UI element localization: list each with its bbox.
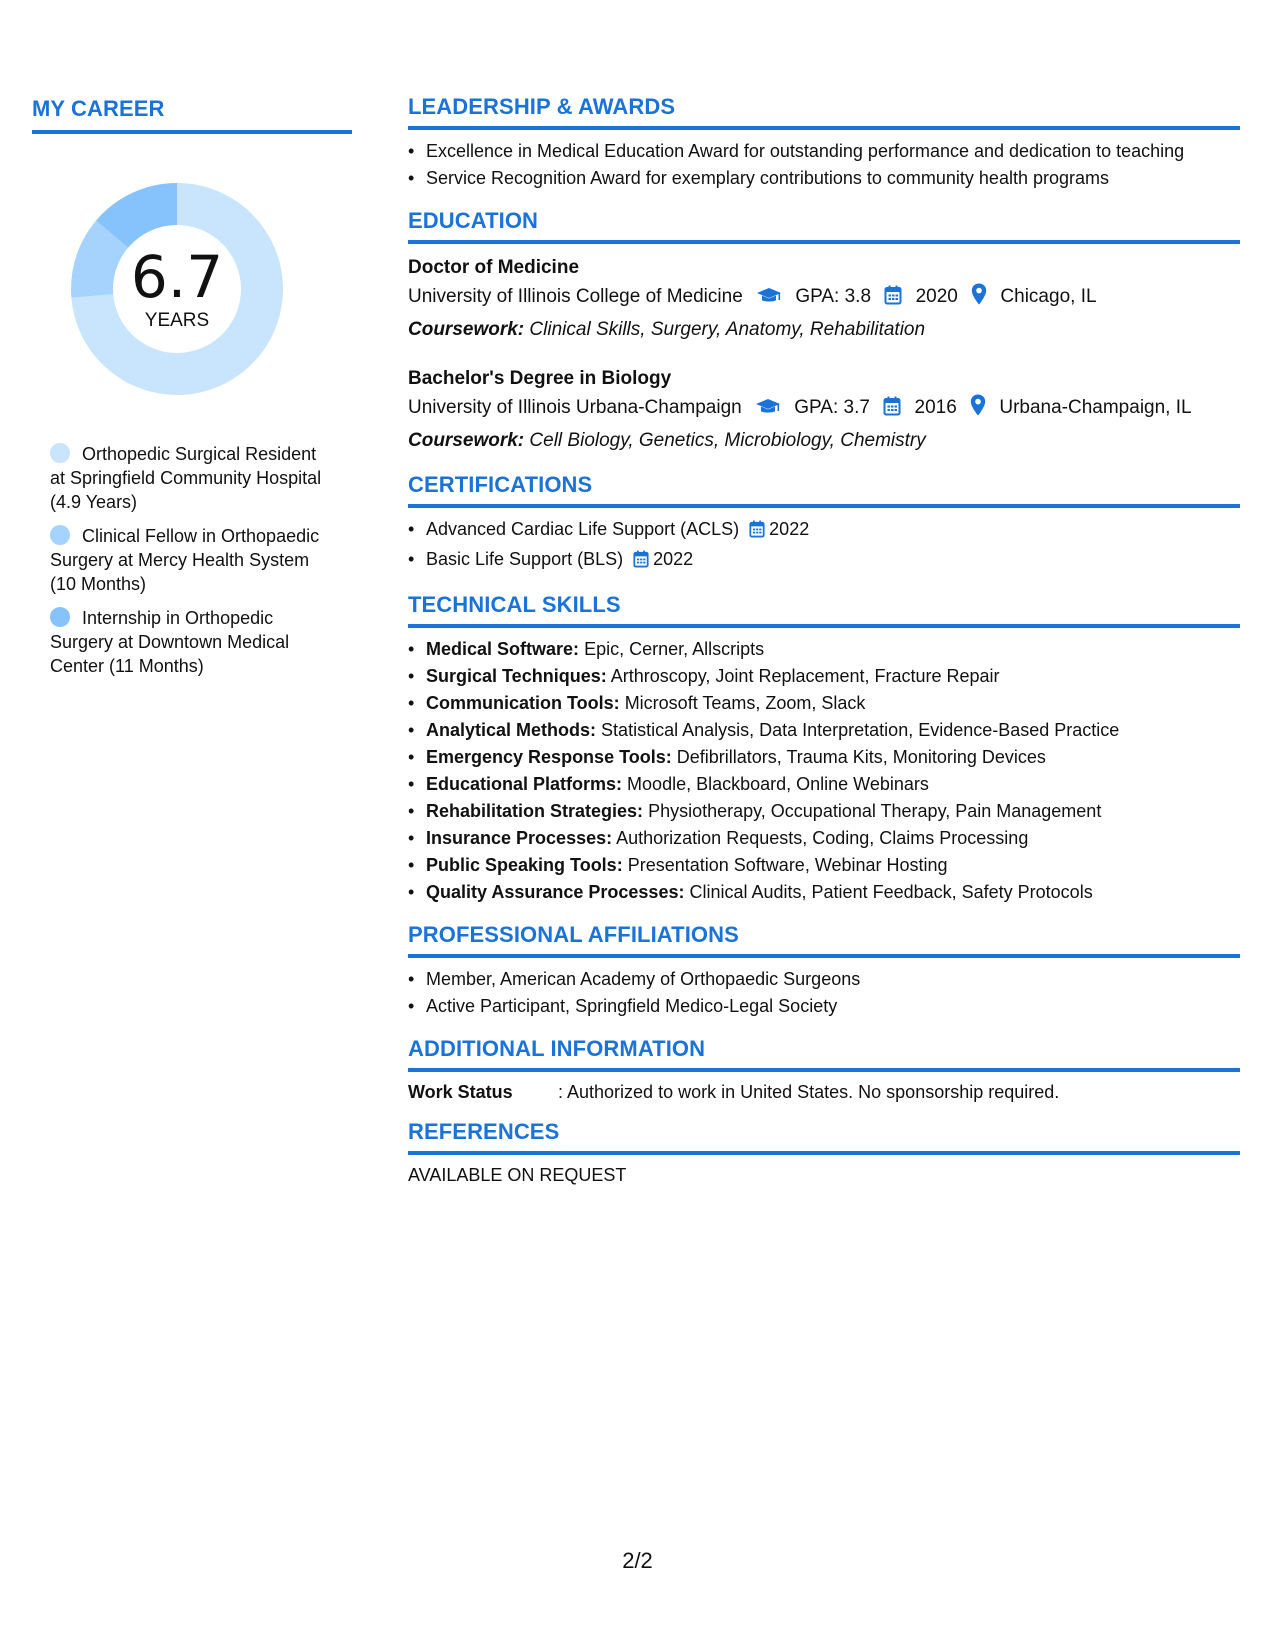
certification-year: 2022 (653, 549, 694, 569)
graduation-cap-icon (755, 396, 781, 426)
skill-values: Authorization Requests, Coding, Claims Processing (616, 828, 1029, 848)
skill-values: Microsoft Teams, Zoom, Slack (624, 693, 866, 713)
legend-dot (50, 525, 70, 545)
work-status-value: : Authorized to work in United States. No sponsorship required. (558, 1082, 1060, 1102)
education-entry (408, 365, 1240, 456)
work-status-label: Work Status (408, 1082, 513, 1102)
skill-item (426, 852, 1240, 879)
map-pin-icon (971, 283, 987, 315)
skill-category: Surgical Techniques: (426, 666, 607, 686)
legend-label: Clinical Fellow in Orthopaedic Surgery at Mercy Health System (10 Months) (50, 526, 320, 594)
skill-item (426, 690, 1240, 717)
skill-category: Communication Tools: (426, 693, 620, 713)
skill-category: Educational Platforms: (426, 774, 623, 794)
map-pin-icon (970, 394, 986, 426)
certification-year: 2022 (769, 519, 810, 539)
work-status-row (408, 1082, 1240, 1103)
degree-name: Doctor of Medicine (408, 257, 580, 278)
career-title: MY CAREER (32, 96, 352, 134)
graduation-year: 2020 (915, 286, 958, 307)
legend-dot (50, 443, 70, 463)
additional-section (408, 1036, 1240, 1103)
skills-section (408, 592, 1240, 906)
certification-item (426, 516, 1240, 546)
skill-values: Presentation Software, Webinar Hosting (627, 855, 948, 875)
list-item: • Member, American Academy of Orthopaedic Surgeons (426, 966, 1240, 993)
coursework (408, 315, 1240, 345)
coursework-label: Coursework: (408, 319, 525, 340)
certification-name: Basic Life Support (BLS) (426, 549, 624, 569)
school-name: University of Illinois Urbana-Champaign (408, 397, 742, 418)
certifications-list (408, 516, 1240, 576)
career-legend-item (50, 524, 330, 596)
leadership-list (408, 138, 1240, 192)
main-column (408, 94, 1240, 1202)
skill-category: Emergency Response Tools: (426, 747, 672, 767)
references-text: AVAILABLE ON REQUEST (408, 1165, 627, 1185)
coursework (408, 426, 1240, 456)
school-location: Urbana-Champaign, IL (999, 397, 1192, 418)
skills-title: TECHNICAL SKILLS (408, 592, 1240, 628)
calendar-icon (633, 549, 649, 576)
education-details (408, 282, 1240, 315)
leadership-title: LEADERSHIP & AWARDS (408, 94, 1240, 130)
school-location: Chicago, IL (1000, 286, 1097, 307)
references-title: REFERENCES (408, 1119, 1240, 1155)
skill-category: Rehabilitation Strategies: (426, 801, 644, 821)
legend-dot (50, 607, 70, 627)
certification-item (426, 546, 1240, 576)
coursework-list: Clinical Skills, Surgery, Anatomy, Rehabilitation (529, 319, 926, 340)
education-section (408, 208, 1240, 456)
skill-values: Epic, Cerner, Allscripts (584, 639, 765, 659)
legend-label: Internship in Orthopedic Surgery at Downtown Medical Center (11 Months) (50, 608, 290, 676)
certifications-title: CERTIFICATIONS (408, 472, 1240, 508)
leadership-section (408, 94, 1240, 192)
skill-item (426, 825, 1240, 852)
list-item: • Active Participant, Springfield Medico-Legal Society (426, 993, 1240, 1020)
skill-values: Statistical Analysis, Data Interpretation, Evidence-Based Practice (601, 720, 1120, 740)
career-legend-item (50, 606, 330, 678)
skill-values: Defibrillators, Trauma Kits, Monitoring Devices (676, 747, 1046, 767)
school-name: University of Illinois College of Medicine (408, 286, 743, 307)
skill-category: Insurance Processes: (426, 828, 613, 848)
degree-name: Bachelor's Degree in Biology (408, 368, 672, 389)
references-section (408, 1119, 1240, 1186)
affiliations-section (408, 922, 1240, 1020)
skill-category: Public Speaking Tools: (426, 855, 623, 875)
skill-values: Moodle, Blackboard, Online Webinars (627, 774, 929, 794)
list-item: • Service Recognition Award for exemplary contributions to community health programs (426, 165, 1240, 192)
career-legend-item (50, 442, 330, 514)
graduation-cap-icon (756, 285, 782, 315)
career-total-years: 6.7 (130, 243, 224, 311)
education-entry (408, 254, 1240, 345)
education-details (408, 393, 1240, 426)
skill-item (426, 879, 1240, 906)
affiliations-list (408, 966, 1240, 1020)
affiliations-title: PROFESSIONAL AFFILIATIONS (408, 922, 1240, 958)
coursework-list: Cell Biology, Genetics, Microbiology, Chemistry (529, 430, 926, 451)
skill-values: Clinical Audits, Patient Feedback, Safety Protocols (689, 882, 1093, 902)
skill-item (426, 744, 1240, 771)
gpa-value: GPA: 3.7 (794, 397, 870, 418)
certifications-section (408, 472, 1240, 576)
calendar-icon (883, 396, 901, 426)
education-title: EDUCATION (408, 208, 1240, 244)
career-legend (32, 442, 352, 678)
skill-item (426, 771, 1240, 798)
skill-category: Analytical Methods: (426, 720, 597, 740)
additional-title: ADDITIONAL INFORMATION (408, 1036, 1240, 1072)
list-item: • Excellence in Medical Education Award for outstanding performance and dedication to teaching (426, 138, 1240, 165)
career-years-unit: YEARS (144, 310, 210, 331)
skill-item (426, 663, 1240, 690)
skill-item (426, 798, 1240, 825)
graduation-year: 2016 (914, 397, 957, 418)
skills-list (408, 636, 1240, 906)
gpa-value: GPA: 3.8 (795, 286, 872, 307)
skill-category: Medical Software: (426, 639, 580, 659)
career-donut-chart (62, 174, 292, 404)
calendar-icon (884, 285, 902, 315)
skill-values: Arthroscopy, Joint Replacement, Fracture Repair (610, 666, 1000, 686)
career-column (32, 96, 352, 688)
calendar-icon (749, 519, 765, 546)
skill-item (426, 636, 1240, 663)
certification-name: Advanced Cardiac Life Support (ACLS) (426, 519, 740, 539)
donut-center (62, 174, 292, 404)
legend-label: Orthopedic Surgical Resident at Springfield Community Hospital (4.9 Years) (50, 444, 322, 512)
skill-item (426, 717, 1240, 744)
coursework-label: Coursework: (408, 430, 525, 451)
skill-values: Physiotherapy, Occupational Therapy, Pain Management (648, 801, 1102, 821)
page-number: 2/2 (622, 1548, 653, 1573)
skill-category: Quality Assurance Processes: (426, 882, 685, 902)
